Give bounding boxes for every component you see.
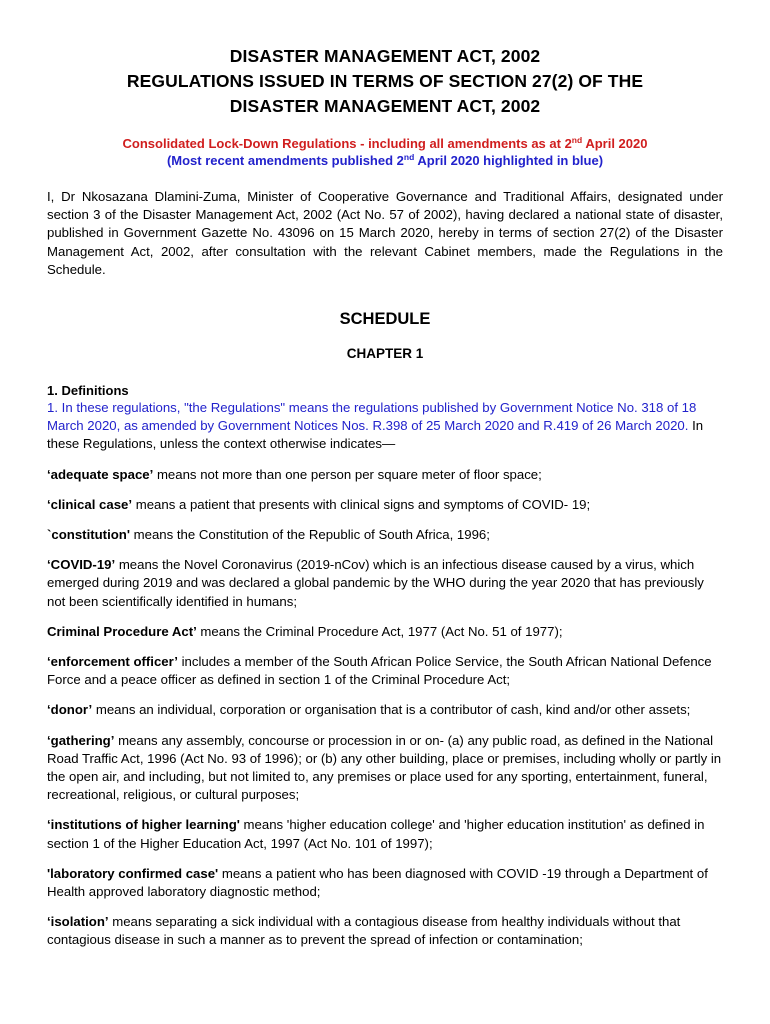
definition-item: [47, 556, 723, 611]
subtitle-blue-text: (Most recent amendments published 2: [166, 153, 404, 168]
definition-term: ‘institutions of higher learning': [47, 817, 240, 833]
definition-term: ‘clinical case’: [47, 496, 133, 512]
intro-paragraph: I, Dr Nkosazana Dlamini-Zuma, Minister of Cooperative Governance and Traditional Affairs, designated under section 3 of the Disaster Management Act, 2002 (Act No. 57 of 2002), having declared a national state of disaster, published in Government Gazette No. 43096 on 15 March 2020, hereby in terms of section 27(2) of the Disaster Management Act, 2002, after consultation with the relevant Cabinet members, made the Regulations in the Schedule.: [47, 189, 723, 277]
definition-item: [47, 816, 723, 852]
section-heading: 1. Definitions: [47, 383, 129, 399]
definition-text: means an individual, corporation or organisation that is a contributor of cash, kind and/or other assets;: [92, 702, 691, 718]
subtitle-blue-tail: April 2020 highlighted in blue): [414, 153, 604, 168]
definition-item: [47, 466, 723, 484]
definition-item: [47, 623, 723, 641]
definition-item: [47, 913, 723, 949]
definition-term: ‘COVID-19’: [47, 557, 116, 573]
subtitle-red-text: Consolidated Lock-Down Regulations - including all amendments as at 2: [122, 136, 572, 151]
definition-text: means a patient who has been diagnosed with COVID -19 through a Department of Health approved laboratory diagnostic method;: [47, 865, 708, 900]
amendments-subtitle: [47, 152, 723, 169]
definition-item: [47, 653, 723, 689]
schedule-heading: SCHEDULE: [339, 310, 431, 329]
title-line-3: DISASTER MANAGEMENT ACT, 2002: [229, 96, 541, 116]
definition-text: means a patient that presents with clinical signs and symptoms of COVID- 19;: [132, 496, 591, 512]
document-title: [47, 44, 723, 119]
definition-term: ‘adequate space’: [47, 466, 154, 482]
definition-text: means separating a sick individual with a contagious disease from healthy individuals without that contagious disease in such a manner as to prevent the spread of infection or contamination;: [47, 914, 681, 948]
subtitle-blue-superscript: nd: [403, 152, 415, 162]
definition-term: ‘enforcement officer’: [47, 654, 178, 670]
subtitle-red-tail: April 2020: [582, 136, 648, 151]
definition-term: ‘donor’: [47, 702, 93, 718]
definition-term: ‘gathering’: [47, 732, 115, 748]
definitions-list: [47, 466, 723, 950]
definition-term: ‘isolation’: [47, 914, 109, 930]
title-line-1: DISASTER MANAGEMENT ACT, 2002: [229, 46, 541, 66]
section-paragraph-text: In these Regulations, unless the context otherwise indicates—: [47, 418, 704, 452]
title-line-2: REGULATIONS ISSUED IN TERMS OF SECTION 27(2) OF THE: [126, 71, 644, 91]
definition-text: means any assembly, concourse or procession in or on- (a) any public road, as defined in the National Road Traffic Act, 1996 (Act No. 93 of 1996); or (b) any other building, place or premises, including wholly or partly in the open air, and including, but not limited to, any premises or place used for any sporting, entertainment, funeral, recreational, religious, or cultural purposes;: [47, 732, 722, 803]
definition-item: [47, 701, 723, 719]
consolidated-subtitle: [47, 135, 723, 152]
definition-text: means the Criminal Procedure Act, 1977 (Act No. 51 of 1977);: [196, 623, 563, 639]
definition-text: means the Novel Coronavirus (2019-nCov) which is an infectious disease caused by a virus, which emerged during 2019 and was declared a global pandemic by the WHO during the year 2020 that has previously not been scientifically identified in humans;: [47, 557, 704, 609]
definition-text: means 'higher education college' and 'higher education institution' as defined in section 1 of the Higher Education Act, 1997 (Act No. 101 of 1997);: [47, 817, 705, 851]
definition-term: `constitution': [47, 527, 130, 543]
chapter-heading: CHAPTER 1: [346, 346, 424, 362]
subtitle-red-superscript: nd: [571, 135, 583, 145]
definition-item: [47, 526, 723, 544]
document-page: [47, 44, 723, 950]
definition-text: means not more than one person per square meter of floor space;: [153, 466, 542, 482]
definition-term: Criminal Procedure Act’: [47, 623, 197, 639]
definition-item: [47, 496, 723, 514]
definition-item: [47, 732, 723, 805]
section-paragraph: [47, 399, 723, 454]
definition-text: means the Constitution of the Republic of South Africa, 1996;: [129, 527, 490, 543]
definition-text: includes a member of the South African Police Service, the South African National Defence Force and a peace officer as defined in section 1 of the Criminal Procedure Act;: [47, 654, 712, 688]
amended-text: 1. In these regulations, "the Regulations" means the regulations published by Government Notice No. 318 of 18 March 2020, as amended by Government Notices Nos. R.398 of 25 March 2020 and R.419 of 26 March 2020.: [47, 400, 697, 434]
definition-item: [47, 865, 723, 901]
definition-term: 'laboratory confirmed case': [47, 865, 219, 881]
